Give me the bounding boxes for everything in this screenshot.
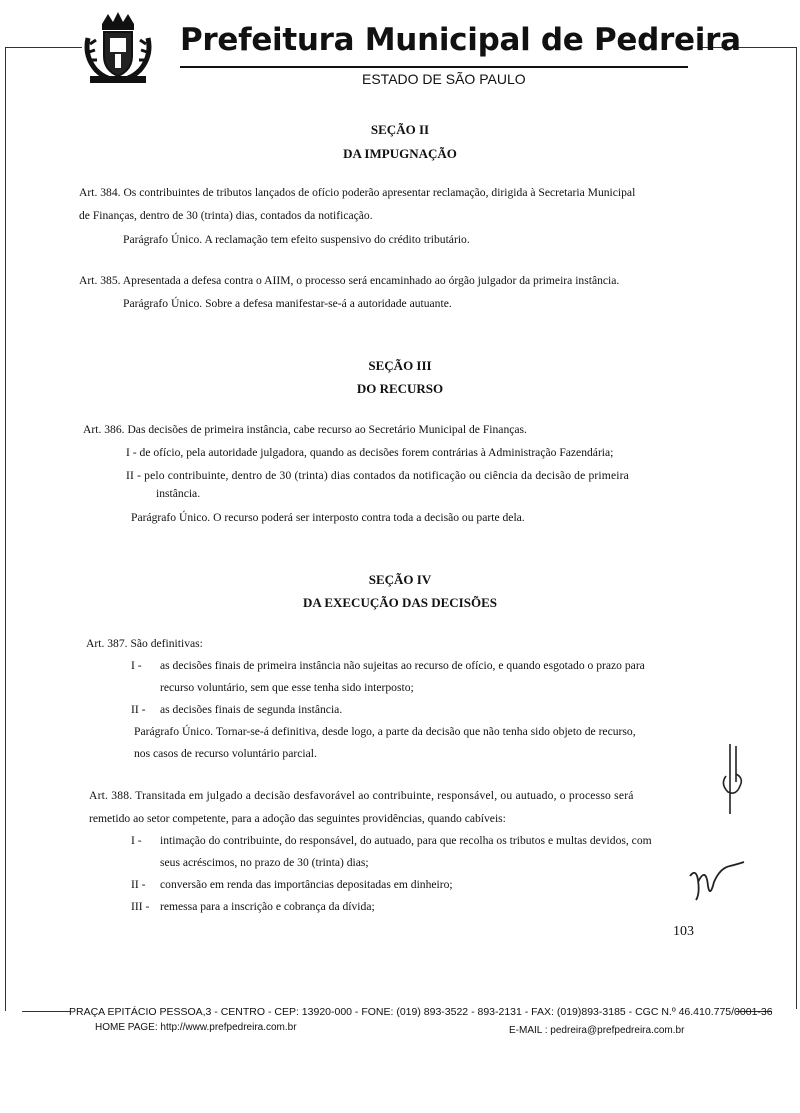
article-line: Art. 384. Os contribuintes de tributos lançados de ofício poderão apresentar reclamação, dirigida à Secretaria Municipal — [79, 186, 636, 199]
section-heading: SEÇÃO IV — [368, 572, 432, 587]
item-line: I - de ofício, pela autoridade julgadora, quando as decisões forem contrárias à Administração Fazendária; — [126, 446, 614, 459]
item-number: I - — [131, 659, 142, 672]
handwritten-signature-icon — [686, 858, 746, 904]
item-number: I - — [131, 834, 142, 847]
item-line: seus acréscimos, no prazo de 30 (trinta) dias; — [160, 856, 369, 869]
title-underline — [180, 66, 688, 68]
article-line: de Finanças, dentro de 30 (trinta) dias, contados da notificação. — [79, 209, 373, 222]
paragraph-line: Parágrafo Único. Tornar-se-á definitiva, desde logo, a parte da decisão que não tenha sido objeto de recurso, — [134, 725, 636, 738]
paragraph-line: Parágrafo Único. O recurso poderá ser interposto contra toda a decisão ou parte dela. — [131, 511, 525, 524]
item-line: remessa para a inscrição e cobrança da dívida; — [160, 900, 375, 913]
footer-email: E-MAIL : pedreira@prefpedreira.com.br — [509, 1025, 685, 1036]
item-line: intimação do contribuinte, do responsável, do autuado, para que recolha os tributos e multas devidos, com — [160, 834, 652, 847]
section-subheading: DA EXECUÇÃO DAS DECISÕES — [303, 595, 497, 610]
paragraph-line: Parágrafo Único. Sobre a defesa manifestar-se-á a autoridade autuante. — [123, 297, 452, 310]
item-line: II - pelo contribuinte, dentro de 30 (trinta) dias contados da notificação ou ciência da decisão de primeira — [126, 469, 629, 482]
item-number: II - — [131, 703, 146, 716]
page-number: 103 — [673, 924, 694, 939]
item-line: as decisões finais de segunda instância. — [160, 703, 343, 716]
frame-right-rule — [796, 47, 797, 1009]
item-line: as decisões finais de primeira instância não sujeitas ao recurso de ofício, e quando esgotado o prazo para — [160, 659, 645, 672]
article-line: remetido ao setor competente, para a adoção das seguintes providências, quando cabíveis: — [89, 812, 506, 825]
page-subtitle: ESTADO DE SÃO PAULO — [362, 71, 526, 87]
item-number: II - — [131, 878, 146, 891]
frame-left-rule — [5, 47, 6, 1011]
page-title: Prefeitura Municipal de Pedreira — [180, 22, 741, 58]
footer-address: PRAÇA EPITÁCIO PESSOA,3 - CENTRO - CEP: 13920-000 - FONE: (019) 893-3522 - 893-2131 - FAX: (019)893-3185 - CGC N.º 46.410.775/0001-36 — [69, 1006, 773, 1018]
paragraph-line: nos casos de recurso voluntário parcial. — [134, 747, 317, 760]
item-line: conversão em renda das importâncias depositadas em dinheiro; — [160, 878, 453, 891]
item-number: III - — [131, 900, 150, 913]
section-subheading: DA IMPUGNAÇÃO — [343, 146, 457, 161]
article-line: Art. 385. Apresentada a defesa contra o AIIM, o processo será encaminhado ao órgão julgador da primeira instância. — [79, 274, 620, 287]
article-line: Art. 388. Transitada em julgado a decisão desfavorável ao contribuinte, responsável, ou autuado, o processo será — [89, 789, 634, 802]
footer-rule-left — [22, 1011, 70, 1012]
header-rule-left — [5, 47, 82, 48]
paragraph-line: Parágrafo Único. A reclamação tem efeito suspensivo do crédito tributário. — [123, 233, 470, 246]
coat-of-arms-icon — [82, 10, 154, 86]
section-subheading: DO RECURSO — [356, 381, 444, 396]
item-line: recurso voluntário, sem que esse tenha sido interposto; — [160, 681, 414, 694]
article-line: Art. 387. São definitivas: — [86, 637, 203, 650]
item-line: instância. — [156, 487, 201, 500]
section-heading: SEÇÃO II — [370, 122, 430, 137]
article-line: Art. 386. Das decisões de primeira instância, cabe recurso ao Secretário Municipal de Finanças. — [83, 423, 527, 436]
section-heading: SEÇÃO III — [368, 358, 432, 373]
initials-signature-icon — [716, 742, 750, 818]
footer-homepage: HOME PAGE: http://www.prefpedreira.com.br — [95, 1022, 297, 1033]
